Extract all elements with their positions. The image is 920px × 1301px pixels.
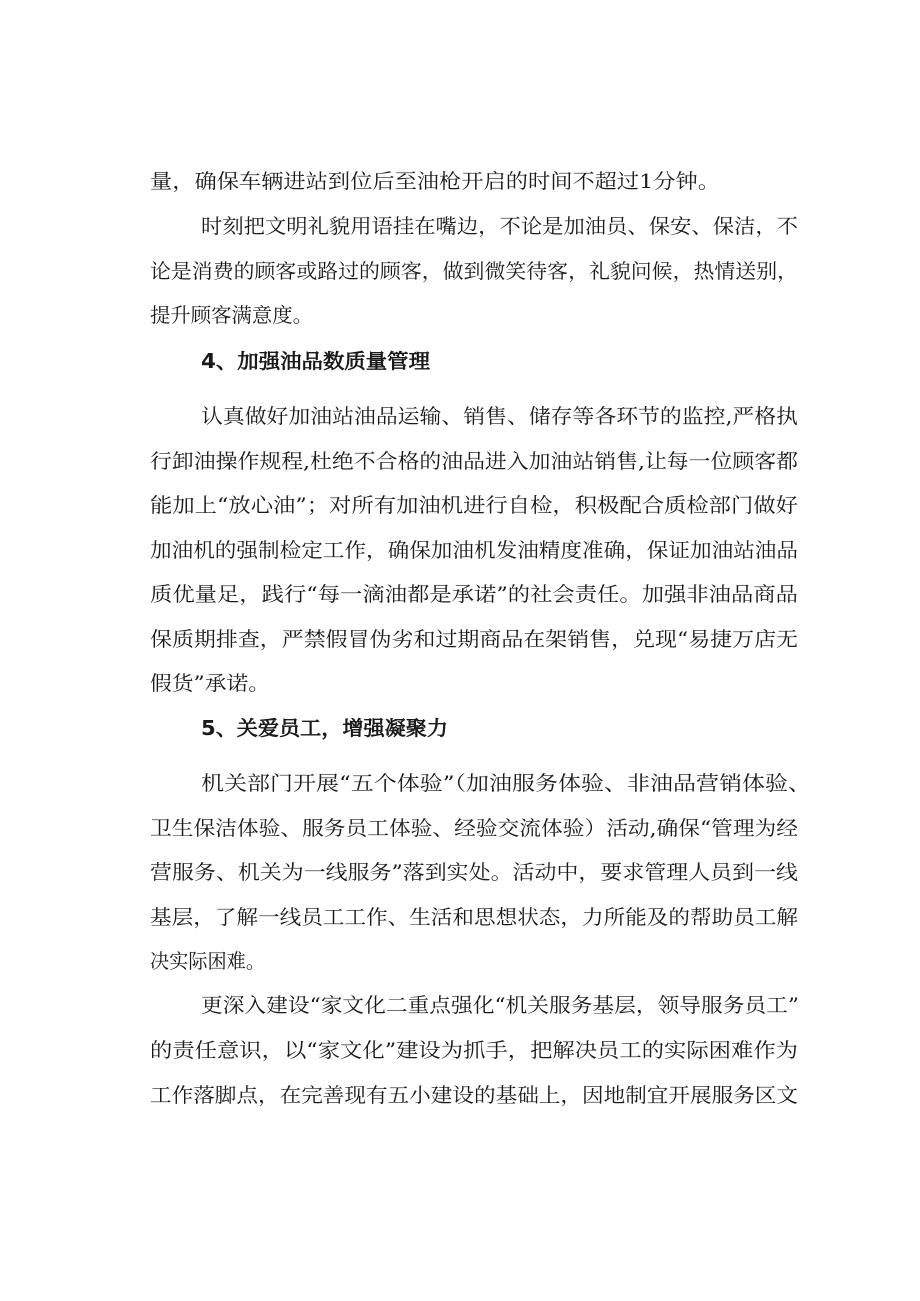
- line-text: 时刻把文明礼貌用语挂在嘴边，不论是加油员、保安、保洁，不: [201, 214, 798, 238]
- paragraph-line: [0, 579, 920, 609]
- line-text: 保质期排查，严禁假冒伪劣和过期商品在架销售，兑现“易捷万店无: [150, 627, 798, 651]
- line-text: 行卸油操作规程,杜绝不合格的油品进入加油站销售,让每一位顾客都: [150, 449, 798, 473]
- paragraph-line: [0, 446, 920, 476]
- line-text: 量，确保车辆进站到位后至油枪开启的时间不超过1分钟。: [150, 169, 720, 193]
- line-text: 决实际困难。: [150, 949, 265, 973]
- paragraph-line: [0, 256, 920, 286]
- line-text: 提升顾客满意度。: [150, 303, 313, 327]
- line-text: 质优量足，践行“每一滴油都是承诺”的社会责任。加强非油品商品: [150, 582, 798, 606]
- section-heading-text: 5、关爱员工，增强凝聚力: [201, 716, 448, 740]
- line-text: 假货”承诺。: [150, 671, 270, 695]
- section-heading-text: 4、加强油品数质量管理: [201, 349, 430, 373]
- paragraph-line: [0, 902, 920, 932]
- line-text: 更深入建设“家文化二重点强化“机关服务基层，领导服务员工”: [201, 993, 799, 1017]
- paragraph-line: [0, 535, 920, 565]
- paragraph-line: [0, 1035, 920, 1065]
- line-text: 加油机的强制检定工作，确保加油机发油精度准确，保证加油站油品: [150, 538, 798, 562]
- paragraph-line: [0, 768, 920, 798]
- section-heading-5: [0, 713, 920, 743]
- paragraph-line: [0, 1080, 920, 1110]
- paragraph-line: [0, 813, 920, 843]
- paragraph-line: [0, 166, 920, 196]
- paragraph-line: [0, 300, 920, 330]
- paragraph-line: [0, 624, 920, 654]
- line-text: 卫生保洁体验、服务员工体验、经验交流体验）活动,确保“管理为经: [150, 816, 798, 840]
- paragraph-line: [0, 401, 920, 431]
- section-heading-4: [0, 346, 920, 376]
- paragraph-line: [0, 990, 920, 1020]
- line-text: 营服务、机关为一线服务”落到实处。活动中，要求管理人员到一线: [150, 860, 798, 884]
- paragraph-line: [0, 490, 920, 520]
- paragraph-line: [0, 857, 920, 887]
- paragraph-line: [0, 946, 920, 976]
- line-text: 工作落脚点，在完善现有五小建设的基础上，因地制宜开展服务区文: [150, 1083, 798, 1107]
- paragraph-line: [0, 211, 920, 241]
- line-text: 能加上“放心油”；对所有加油机进行自检，积极配合质检部门做好: [150, 493, 798, 517]
- line-text: 的责任意识，以“家文化”建设为抓手，把解决员工的实际困难作为: [150, 1038, 798, 1062]
- line-text: 机关部门开展“五个体验”（加油服务体验、非油品营销体验、: [201, 771, 811, 795]
- paragraph-line: [0, 668, 920, 698]
- line-text: 认真做好加油站油品运输、销售、储存等各环节的监控,严格执: [201, 404, 798, 428]
- line-text: 论是消费的顾客或路过的顾客，做到微笑待客，礼貌问候，热情送别，: [150, 259, 798, 283]
- line-text: 基层，了解一线员工工作、生活和思想状态，力所能及的帮助员工解: [150, 905, 798, 929]
